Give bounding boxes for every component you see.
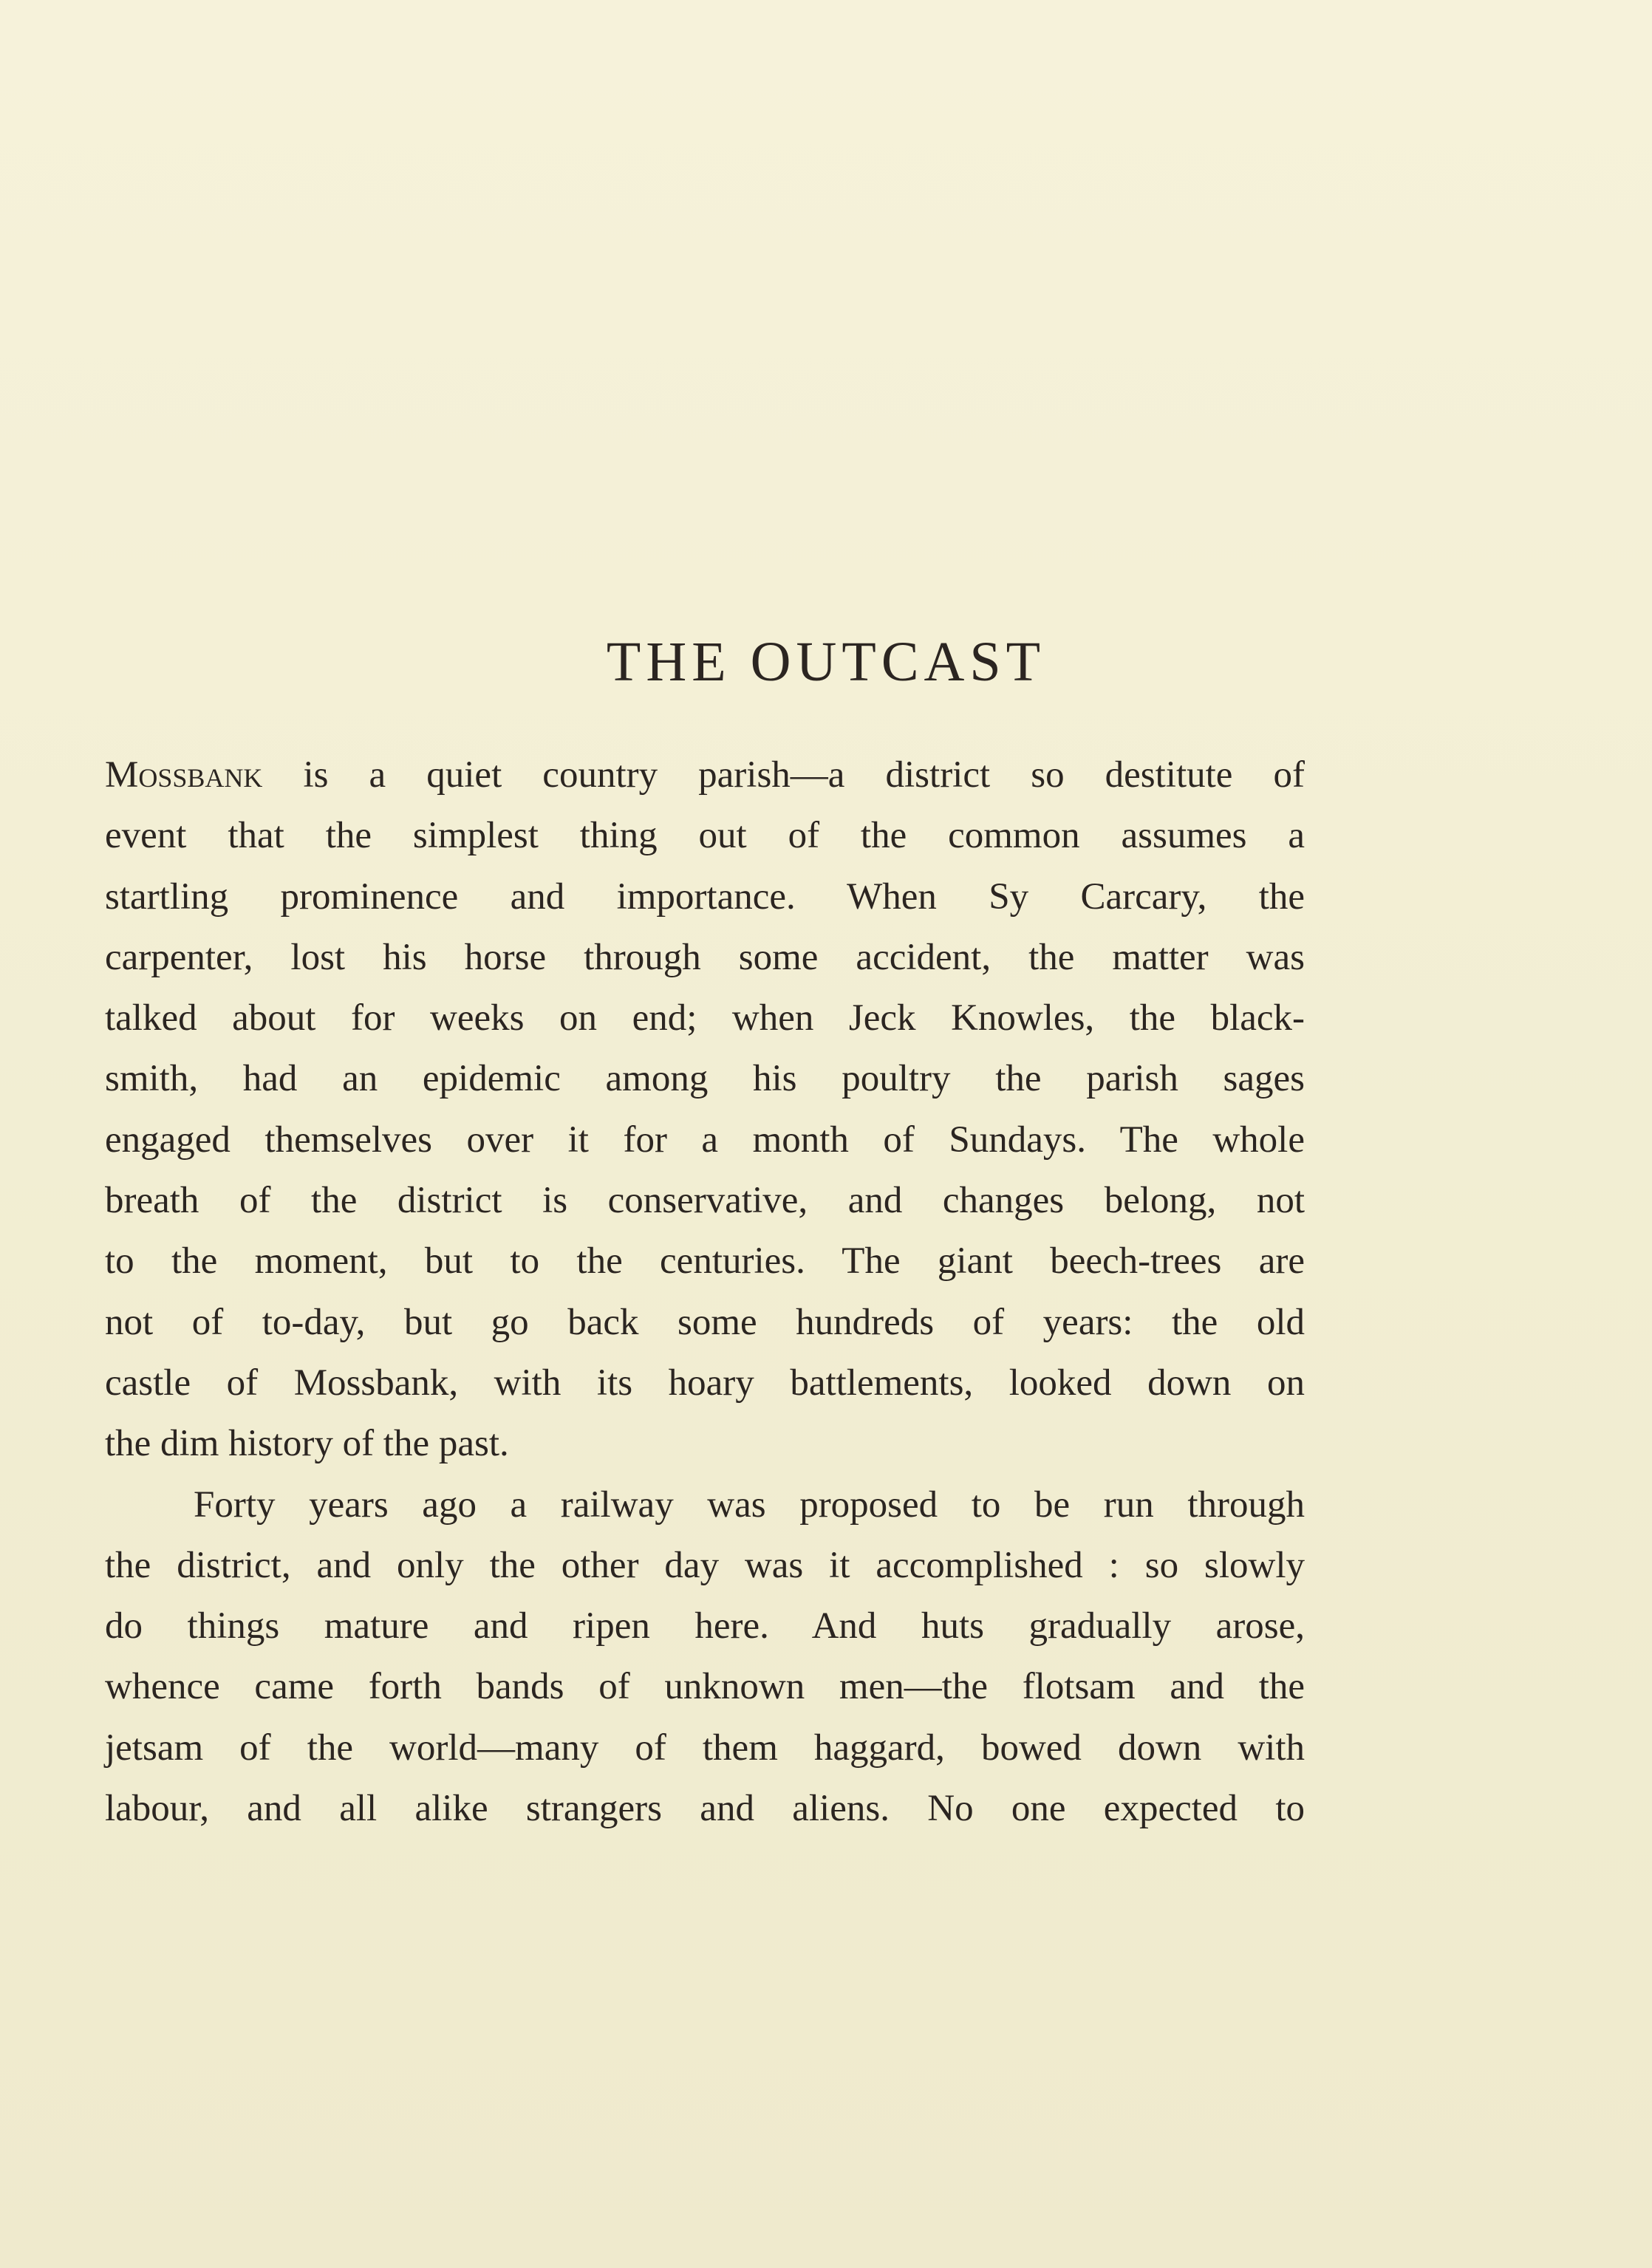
- paragraph-1-line: the dim history of the past.: [105, 1423, 509, 1465]
- paragraph-1-line: talked about for weeks on end; when Jeck Knowles, the black-: [105, 997, 1305, 1039]
- paragraph-2-line: jetsam of the world—many of them haggard, bowed down with: [105, 1726, 1305, 1769]
- paragraph-2-line: do things mature and ripen here. And huts gradually arose,: [105, 1605, 1305, 1647]
- paragraph-1-line: castle of Mossbank, with its hoary battlements, looked down on: [105, 1362, 1305, 1404]
- chapter-title: THE OUTCAST: [606, 631, 1046, 693]
- paragraph-2-line: Forty years ago a railway was proposed to be run through: [194, 1483, 1305, 1526]
- paragraph-1-line: breath of the district is conservative, and changes belong, not: [105, 1180, 1305, 1222]
- paragraph-1-line: startling prominence and importance. When Sy Carcary, the: [105, 875, 1305, 918]
- paragraph-1-line: engaged themselves over it for a month of Sundays. The whole: [105, 1118, 1305, 1161]
- paragraph-1-line-1: Mossbank is a quiet country parish—a district so destitute of: [105, 754, 1305, 796]
- paragraph-1-line: carpenter, lost his horse through some accident, the matter was: [105, 936, 1305, 978]
- paragraph-1-line: not of to-day, but go back some hundreds of years: the old: [105, 1301, 1305, 1343]
- paragraph-2-line: the district, and only the other day was it accomplished : so slowly: [105, 1544, 1305, 1586]
- paragraph-1-line: event that the simplest thing out of the common assumes a: [105, 815, 1305, 857]
- first-word: Mossbank: [105, 754, 263, 796]
- paragraph-2-line: labour, and all alike strangers and aliens. No one expected to: [105, 1788, 1305, 1830]
- paragraph-1-line: smith, had an epidemic among his poultry the parish sages: [105, 1058, 1305, 1100]
- paragraph-1-line: to the moment, but to the centuries. The giant beech-trees are: [105, 1240, 1305, 1282]
- paragraph-2-line: whence came forth bands of unknown men—the flotsam and the: [105, 1666, 1305, 1708]
- body-text: [105, 745, 1305, 1839]
